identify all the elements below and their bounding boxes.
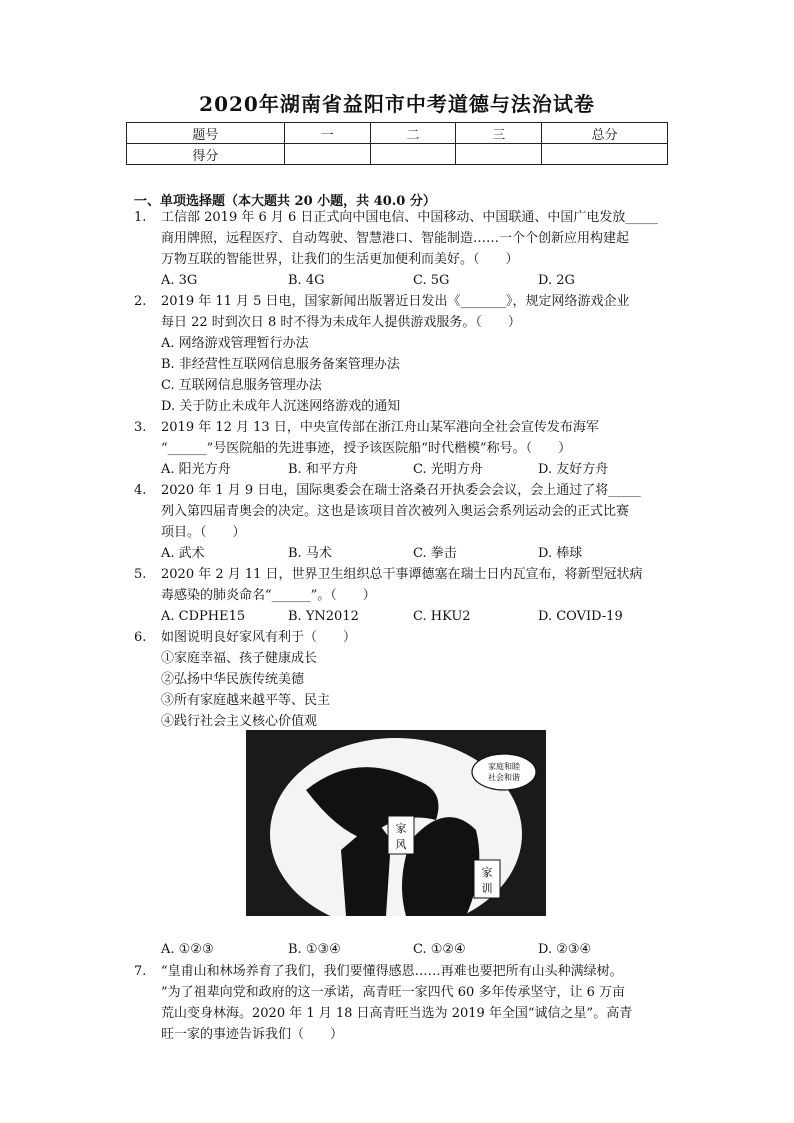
question-text: 项目。（ ）	[161, 525, 246, 540]
question-text: 工信部 2019 年 6 月 6 日正式向中国电信、中国移动、中国联通、中国广电发放_____	[161, 210, 658, 225]
option-c: C. 拳击	[413, 546, 457, 561]
question-number: 4.	[134, 483, 147, 498]
question-text: 2019 年 11 月 5 日电，国家新闻出版署近日发出《_______》，规定网络游戏企业	[161, 294, 630, 309]
speech-bubble	[472, 754, 536, 790]
option-d: D. 棒球	[538, 546, 583, 561]
question-number: 3.	[134, 420, 147, 435]
sign-jiafeng-char2: 风	[395, 838, 407, 851]
family-tradition-cartoon	[246, 730, 546, 916]
statement-item: ②弘扬中华民族传统美德	[161, 672, 305, 687]
question-number: 7.	[134, 964, 147, 979]
question-text: 旺一家的事迹告诉我们（ ）	[161, 1027, 344, 1042]
question-text: 商用牌照，远程医疗、自动驾驶、智慧港口、智能制造……一个个创新应用构建起	[161, 231, 630, 246]
question-number: 6.	[134, 630, 147, 645]
score-header-cell: 一	[284, 123, 370, 144]
score-table-header-row	[127, 123, 668, 144]
statement-item: ④践行社会主义核心价值观	[161, 714, 318, 729]
option-a: A. CDPHE15	[161, 609, 246, 624]
option-d: D. 2G	[538, 273, 575, 288]
score-header-cell: 总分	[542, 123, 668, 144]
question-text: 每日 22 时到次日 8 时不得为未成年人提供游戏服务。（ ）	[161, 315, 521, 330]
score-header-cell: 二	[370, 123, 456, 144]
option-c: C. 互联网信息服务管理办法	[161, 378, 322, 393]
option-b: B. YN2012	[288, 609, 359, 624]
question-text: “皇甫山和林场养育了我们，我们要懂得感恩……再难也要把所有山头种满绿树。	[161, 964, 623, 979]
section-heading: 一、单项选择题（本大题共 20 小题，共 40.0 分）	[134, 194, 436, 209]
option-d: D. COVID-19	[538, 609, 623, 624]
question-text: 列入第四届青奥会的决定。这也是该项目首次被列入奥运会系列运动会的正式比赛	[161, 504, 630, 519]
question-text: ”为了祖辈向党和政府的这一承诺，高青旺一家四代 60 多年传承坚守，让 6 万亩	[161, 985, 625, 1000]
option-a: A. 网络游戏管理暂行办法	[161, 336, 309, 351]
statement-item: ③所有家庭越来越平等、民主	[161, 693, 331, 708]
option-c: C. 5G	[413, 273, 450, 288]
bubble-line2: 社会和谐	[488, 773, 520, 782]
question-text: 如图说明良好家风有利于（ ）	[161, 630, 357, 645]
question-number: 5.	[134, 567, 147, 582]
option-d: D. 友好方舟	[538, 462, 609, 477]
option-b: B. 非经营性互联网信息服务备案管理办法	[161, 357, 400, 372]
score-cell	[284, 144, 370, 165]
score-table	[126, 122, 668, 165]
option-a: A. 阳光方舟	[161, 462, 231, 477]
question-text: 2020 年 1 月 9 日电，国际奥委会在瑞士洛桑召开执委会会议，会上通过了将_____	[161, 483, 641, 498]
sign-jiaxun-char2: 训	[481, 882, 493, 895]
question-text: “______”号医院船的先进事迹，授予该医院船“时代楷模”称号。（ ）	[161, 441, 572, 456]
option-d: D. 关于防止未成年人沉迷网络游戏的通知	[161, 399, 401, 414]
score-row-label: 得分	[127, 144, 285, 165]
question-text: 荒山变身林海。2020 年 1 月 18 日高青旺当选为 2019 年全国“诚信之星”。高青	[161, 1006, 633, 1021]
score-cell	[370, 144, 456, 165]
score-header-cell: 题号	[127, 123, 285, 144]
question-number: 2.	[134, 294, 147, 309]
option-b: B. 和平方舟	[288, 462, 358, 477]
option-b: B. 马术	[288, 546, 332, 561]
option-c: C. 光明方舟	[413, 462, 483, 477]
score-cell	[542, 144, 668, 165]
page-title: 2020年湖南省益阳市中考道德与法治试卷	[199, 92, 595, 116]
score-cell	[456, 144, 542, 165]
question-text: 2019 年 12 月 13 日，中央宣传部在浙江舟山某军港向全社会宣传发布海军	[161, 420, 599, 435]
question-text: 毒感染的肺炎命名“______”。（ ）	[161, 588, 376, 603]
score-table-row	[127, 144, 668, 165]
bubble-line1: 家庭和睦	[488, 762, 520, 771]
question-number: 1.	[134, 210, 147, 225]
option-b: B. 4G	[288, 273, 325, 288]
question-text: 2020 年 2 月 11 日，世界卫生组织总干事谭德塞在瑞士日内瓦宣布，将新型冠状病	[161, 567, 643, 582]
option-a: A. 武术	[161, 546, 205, 561]
option-a: A. ①②③	[161, 942, 214, 957]
option-c: C. HKU2	[413, 609, 471, 624]
option-a: A. 3G	[161, 273, 198, 288]
question-text: 万物互联的智能世界，让我们的生活更加便利而美好。（ ）	[161, 252, 519, 267]
sign-jiafeng-char1: 家	[395, 822, 407, 835]
sign-jiaxun-char1: 家	[481, 866, 493, 879]
option-c: C. ①②④	[413, 942, 466, 957]
score-header-cell: 三	[456, 123, 542, 144]
option-d: D. ②③④	[538, 942, 592, 957]
statement-item: ①家庭幸福、孩子健康成长	[161, 651, 318, 666]
option-b: B. ①③④	[288, 942, 341, 957]
